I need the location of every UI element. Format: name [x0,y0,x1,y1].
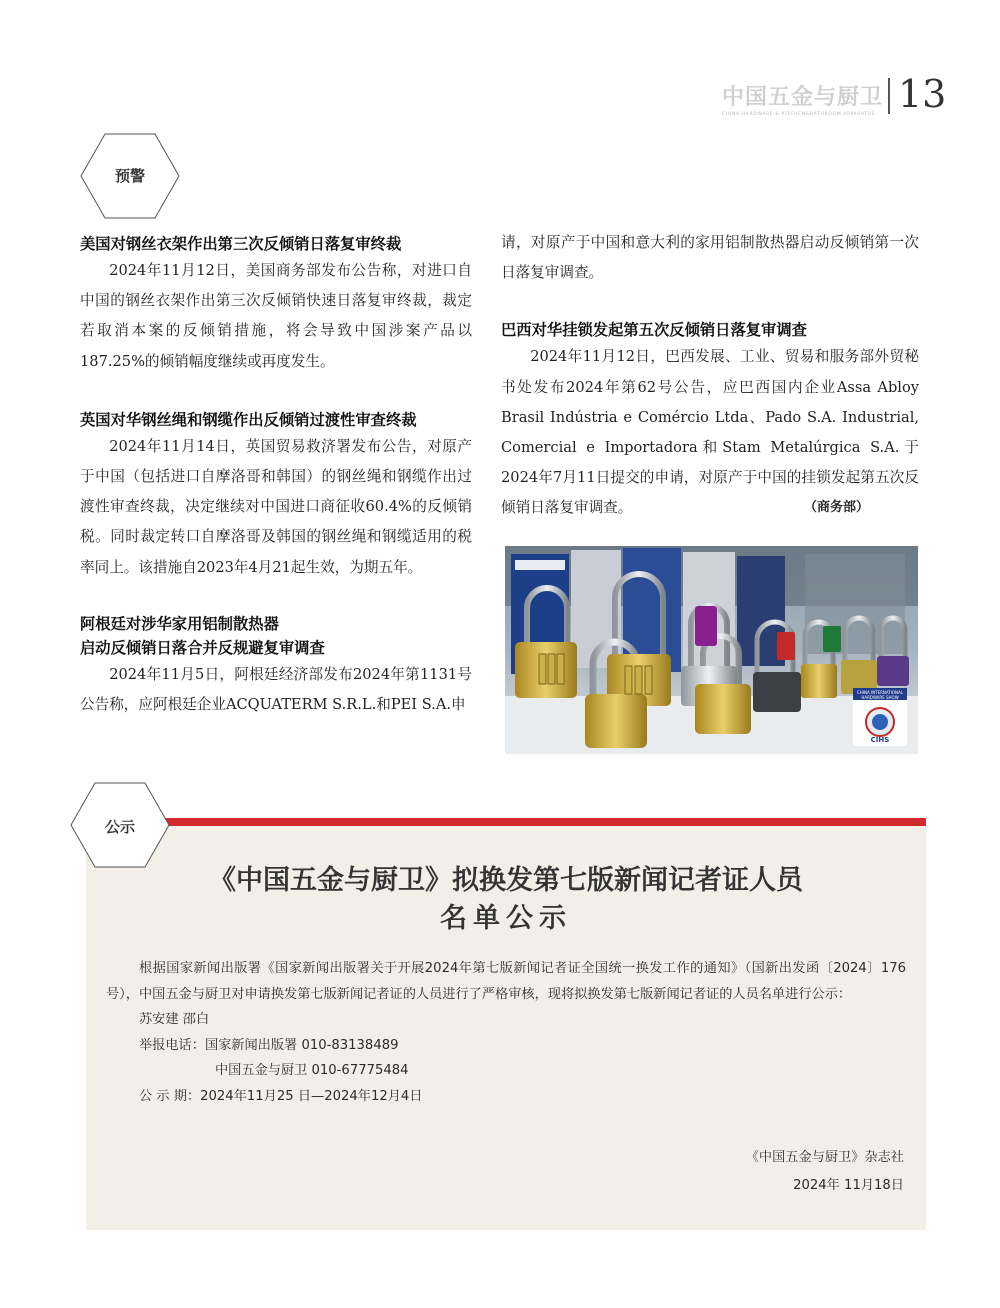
photo-caption-line: CHINA INTERNATIONAL [856,690,904,695]
notice-body [106,956,906,1109]
padlock-illustration [505,546,918,754]
article-2-body: 2024年11月14日，英国贸易救济署发布公告，对原产于中国（包括进口自摩洛哥和韩国）的钢丝绳和钢缆作出过渡性审查终裁，决定继续对中国进口商征收60.4%的反倾销税。同时裁定转口自摩洛哥及韩国的钢丝绳和钢缆适用的税率同上。该措施自2023年4月21起生效，为期五年。 [80,437,472,576]
report-label: 举报电话： [139,1037,205,1053]
period-label: 公 示 期： [139,1088,201,1104]
notice-title-line-1: 《中国五金与厨卫》拟换发第七版新闻记者证人员 [209,865,803,896]
notice-paragraph: 根据国家新闻出版署《国家新闻出版署关于开展2024年第七版新闻记者证全国统一换发工作的通知》（国新出发函〔2024〕176号），中国五金与厨卫对申请换发第七版新闻记者证的人员进行了严格审核，现将拟换发第七版新闻记者证的人员名单进行公示： [106,961,906,1002]
warning-badge [80,133,180,219]
notice-title [86,862,926,938]
notice-date: 2024年 11月18日 [793,1178,904,1193]
right-column [501,228,919,524]
photo-logo-text: CIHS [870,736,890,744]
magazine-logo-cn: 中国五金与厨卫 [722,85,884,110]
notice-period-line [106,1084,906,1110]
magazine-logo [722,80,882,120]
notice-title-line-2: 名单公示 [440,903,572,934]
article-3-body: 2024年11月5日，阿根廷经济部发布2024年第1131号公告称，应阿根廷企业ACQUATERM S.R.L.和PEI S.A.申 [80,665,472,714]
notice-signature: 《中国五金与厨卫》杂志社 [745,1150,904,1165]
spacer [501,288,919,318]
notice-red-bar [160,818,926,826]
padlock-photo [505,546,918,754]
article-3-body-continued: 请，对原产于中国和意大利的家用铝制散热器启动反倾销第一次日落复审调查。 [501,234,919,282]
spacer [80,377,472,400]
article-4-text: 2024年11月12日，巴西发展、工业、贸易和服务部外贸秘书处发布2024年第62号公告，应巴西国内企业Assa Abloy Brasil Indústria e Comércio Ltda、Pado S.A. Industrial, Comercial e Importadora和Stam Metalúrgica S.A.于2024年7月11日提交的申请，对原产于中国的挂锁发起第五次反倾销日落复审调查。 [501,348,919,517]
article-4-source: （商务部） [803,500,869,516]
report-phone-2: 中国五金与厨卫 010-67775484 [215,1063,409,1078]
spacer [80,583,472,606]
report-phone-1: 国家新闻出版署 010-83138489 [204,1037,399,1053]
article-2-title: 英国对华钢丝绳和钢缆作出反倾销过渡性审查终裁 [80,410,417,429]
notice-report-line-1 [106,1033,906,1059]
notice-names: 苏安建 邵白 [139,1012,210,1027]
article-4-body [501,342,919,523]
notice-badge-label: 公示 [104,818,135,836]
header-divider [888,78,890,114]
article-1-body: 2024年11月12日，美国商务部发布公告称，对进口自中国的钢丝衣架作出第三次反倾销快速日落复审终裁，裁定若取消本案的反倾销措施，将会导致中国涉案产品以187.25%的倾销幅度继续或再度发生。 [80,262,472,370]
warning-badge-label: 预警 [114,167,145,185]
article-3-title: 阿根廷对涉华家用铝制散热器 启动反倾销日落合并反规避复审调查 [80,614,325,657]
article-4-title: 巴西对华挂锁发起第五次反倾销日落复审调查 [501,321,807,340]
notice-badge [70,782,170,868]
magazine-logo-en: CHINA HARDWARE & KITCHEN&BATHROOM APPARATUS [722,112,876,117]
left-column [80,232,472,720]
period-value: 2024年11月25 日—2024年12月4日 [200,1088,423,1104]
article-1-title: 美国对钢丝衣架作出第三次反倾销日落复审终裁 [80,235,402,253]
photo-caption-line: HARDWARE SHOW [861,695,899,700]
page-number: 13 [898,72,947,116]
